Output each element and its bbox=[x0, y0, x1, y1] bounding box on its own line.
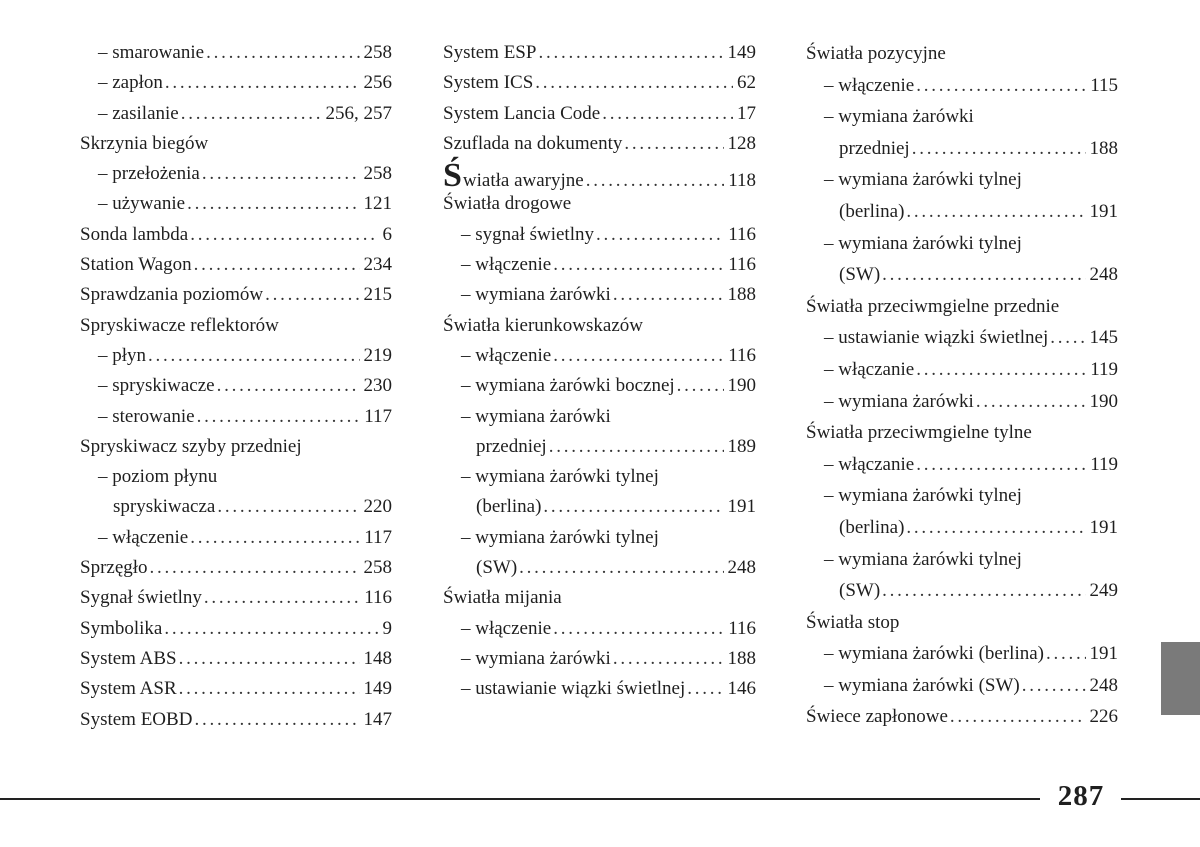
index-entry bbox=[806, 322, 1118, 354]
index-entry-label: – przełożenia bbox=[98, 163, 200, 185]
index-entry-label: Spryskiwacze reflektorów bbox=[80, 314, 279, 336]
index-entry bbox=[806, 480, 1118, 512]
index-entry-page: 9 bbox=[382, 617, 392, 639]
index-entry-page: 149 bbox=[727, 42, 756, 63]
index-entry bbox=[443, 311, 756, 341]
dot-leader bbox=[613, 644, 724, 674]
index-entry-page: 188 bbox=[727, 647, 756, 669]
index-entry-label: – wymiana żarówki bbox=[824, 390, 974, 412]
index-entry-page: 191 bbox=[1089, 643, 1118, 665]
index-entry-label: Symbolika bbox=[80, 617, 163, 639]
dot-leader bbox=[217, 371, 360, 401]
dot-leader bbox=[535, 68, 733, 98]
index-column-3 bbox=[806, 38, 1118, 733]
index-entry-label: – ustawianie wiązki świetlnej bbox=[461, 678, 686, 700]
index-entry bbox=[443, 523, 756, 553]
index-entry bbox=[80, 38, 392, 68]
footer-rule-left bbox=[0, 798, 1040, 800]
index-entry-label: Światła mijania bbox=[443, 587, 562, 609]
dot-leader bbox=[916, 70, 1086, 102]
index-entry-label: – wymiana żarówki tylnej bbox=[824, 232, 1022, 254]
index-entry-page: 119 bbox=[1090, 453, 1118, 475]
index-entry-page: 128 bbox=[727, 132, 756, 154]
index-entry-label: – zasilanie bbox=[98, 102, 179, 124]
index-entry bbox=[806, 259, 1118, 291]
dot-leader bbox=[190, 523, 360, 553]
index-entry bbox=[806, 164, 1118, 196]
index-entry-label: Sprawdzania poziomów bbox=[80, 284, 264, 306]
index-entry bbox=[443, 644, 756, 674]
index-entry bbox=[80, 220, 392, 250]
index-entry-label: spryskiwacza bbox=[113, 496, 216, 518]
index-entry-label: Świece zapłonowe bbox=[806, 706, 948, 728]
dot-leader bbox=[912, 133, 1086, 165]
dot-leader bbox=[976, 386, 1086, 418]
index-entry-label: – poziom płynu bbox=[98, 466, 218, 488]
index-entry-label: wiatła awaryjne bbox=[462, 170, 584, 192]
index-entry bbox=[443, 402, 756, 432]
index-entry-label: Sonda lambda bbox=[80, 223, 189, 245]
index-entry bbox=[443, 157, 756, 195]
index-entry-label: Światła przeciwmgielne tylne bbox=[806, 422, 1032, 444]
index-entry-page: 248 bbox=[1089, 674, 1118, 696]
index-entry-label: – wymiana żarówki tylnej bbox=[461, 526, 659, 548]
index-entry-page: 256 bbox=[363, 72, 392, 94]
index-entry bbox=[443, 553, 756, 583]
index-entry bbox=[80, 371, 392, 401]
dot-leader bbox=[613, 280, 724, 310]
index-entry-page: 249 bbox=[1089, 580, 1118, 602]
index-entry bbox=[806, 417, 1118, 449]
dot-leader bbox=[553, 250, 724, 280]
index-entry bbox=[806, 607, 1118, 639]
index-entry bbox=[80, 311, 392, 341]
index-entry-label: (SW) bbox=[476, 557, 518, 579]
index-entry-label: Sprzęgło bbox=[80, 557, 148, 579]
index-entry-label: – płyn bbox=[98, 344, 147, 366]
dot-leader bbox=[204, 583, 360, 613]
index-entry-page: 148 bbox=[363, 647, 392, 669]
dot-leader bbox=[190, 220, 378, 250]
index-entry bbox=[443, 38, 756, 68]
index-entry bbox=[80, 129, 392, 159]
dot-leader bbox=[194, 705, 359, 735]
dot-leader bbox=[197, 402, 361, 432]
index-entry bbox=[443, 220, 756, 250]
index-entry-page: 219 bbox=[363, 344, 392, 366]
index-entry-page: 145 bbox=[1089, 327, 1118, 349]
index-entry bbox=[80, 674, 392, 704]
dot-leader bbox=[586, 166, 724, 196]
index-entry-page: 116 bbox=[728, 223, 756, 245]
index-entry-label: – włączenie bbox=[461, 254, 552, 276]
dot-leader bbox=[543, 492, 723, 522]
index-entry-page: 188 bbox=[1089, 137, 1118, 159]
index-entry bbox=[80, 159, 392, 189]
dot-leader bbox=[519, 553, 723, 583]
index-entry-label: przedniej bbox=[839, 137, 910, 159]
index-entry-page: 116 bbox=[728, 344, 756, 366]
dot-leader bbox=[950, 701, 1086, 733]
index-entry bbox=[806, 701, 1118, 733]
index-entry bbox=[806, 670, 1118, 702]
index-entry bbox=[443, 341, 756, 371]
index-entry bbox=[806, 512, 1118, 544]
index-entry-label: – sterowanie bbox=[98, 405, 195, 427]
index-entry-label: – wymiana żarówki bbox=[824, 106, 974, 128]
index-entry-page: 258 bbox=[363, 163, 392, 185]
index-entry-label: – wymiana żarówki (SW) bbox=[824, 674, 1020, 696]
index-entry-page: 258 bbox=[363, 42, 392, 63]
dot-leader bbox=[148, 341, 359, 371]
index-entry-page: 121 bbox=[363, 193, 392, 215]
index-entry-page: 146 bbox=[727, 678, 756, 700]
dot-leader bbox=[602, 99, 733, 129]
dot-leader bbox=[202, 159, 360, 189]
index-entry-page: 149 bbox=[363, 678, 392, 700]
section-thumb-tab bbox=[1161, 642, 1200, 715]
index-entry bbox=[806, 196, 1118, 228]
index-entry-page: 256, 257 bbox=[325, 102, 392, 124]
index-entry-label: Sygnał świetlny bbox=[80, 587, 202, 609]
dot-leader bbox=[187, 189, 359, 219]
index-entry-label: – włączanie bbox=[824, 453, 915, 475]
index-entry-label: – sygnał świetlny bbox=[461, 223, 594, 245]
index-entry-page: 258 bbox=[363, 557, 392, 579]
index-entry bbox=[806, 544, 1118, 576]
index-entry bbox=[806, 291, 1118, 323]
index-entry-label: – wymiana żarówki tylnej bbox=[824, 548, 1022, 570]
index-entry bbox=[80, 99, 392, 129]
dot-leader bbox=[538, 38, 723, 68]
index-entry-label: – włączanie bbox=[824, 358, 915, 380]
index-entry bbox=[443, 129, 756, 159]
index-entry-label: – włączenie bbox=[824, 74, 915, 96]
index-entry-label: System ICS bbox=[443, 72, 534, 94]
index-entry-page: 190 bbox=[1089, 390, 1118, 412]
index-entry-page: 188 bbox=[727, 284, 756, 306]
index-entry-label: Światła przeciwmgielne przednie bbox=[806, 295, 1060, 317]
index-entry-page: 6 bbox=[382, 223, 392, 245]
index-entry-label: Światła pozycyjne bbox=[806, 43, 946, 64]
dot-leader bbox=[164, 614, 378, 644]
index-entry-page: 117 bbox=[364, 526, 392, 548]
dot-leader bbox=[882, 575, 1085, 607]
dot-leader bbox=[194, 250, 360, 280]
index-column-2 bbox=[443, 38, 756, 705]
index-entry-page: 230 bbox=[363, 375, 392, 397]
dot-leader bbox=[687, 674, 723, 704]
index-entry-page: 215 bbox=[363, 284, 392, 306]
index-entry-label: – używanie bbox=[98, 193, 186, 215]
index-entry bbox=[80, 553, 392, 583]
index-entry-label: (berlina) bbox=[476, 496, 542, 518]
index-entry bbox=[806, 575, 1118, 607]
index-entry-label: (berlina) bbox=[839, 516, 905, 538]
index-entry-label: – włączenie bbox=[461, 617, 552, 639]
index-entry-label: – zapłon bbox=[98, 72, 163, 94]
index-entry-page: 116 bbox=[728, 254, 756, 276]
index-entry-label: – spryskiwacze bbox=[98, 375, 215, 397]
index-entry-label: System Lancia Code bbox=[443, 102, 601, 124]
index-entry-page: 191 bbox=[727, 496, 756, 518]
dot-leader bbox=[1050, 322, 1085, 354]
index-entry-label: System ESP bbox=[443, 42, 537, 63]
index-entry-label: Station Wagon bbox=[80, 254, 192, 276]
index-entry-label: – włączenie bbox=[461, 344, 552, 366]
index-entry bbox=[806, 133, 1118, 165]
index-entry bbox=[806, 101, 1118, 133]
index-entry-page: 191 bbox=[1089, 516, 1118, 538]
index-entry-label: – wymiana żarówki bbox=[461, 405, 611, 427]
index-entry-page: 191 bbox=[1089, 200, 1118, 222]
dot-leader bbox=[179, 644, 360, 674]
index-entry bbox=[80, 250, 392, 280]
index-entry-label: System ASR bbox=[80, 678, 177, 700]
index-entry-label: – wymiana żarówki tylnej bbox=[824, 485, 1022, 507]
index-entry bbox=[80, 614, 392, 644]
index-entry-label: Skrzynia biegów bbox=[80, 132, 209, 154]
index-entry bbox=[443, 583, 756, 613]
dot-leader bbox=[882, 259, 1085, 291]
index-entry bbox=[80, 432, 392, 462]
index-entry bbox=[80, 583, 392, 613]
index-entry bbox=[443, 492, 756, 522]
index-entry-label: Światła drogowe bbox=[443, 193, 572, 215]
index-entry bbox=[80, 280, 392, 310]
index-entry-page: 190 bbox=[727, 375, 756, 397]
dot-leader bbox=[553, 614, 724, 644]
index-column-1 bbox=[80, 38, 392, 735]
index-entry bbox=[806, 386, 1118, 418]
index-entry bbox=[443, 99, 756, 129]
index-entry bbox=[443, 68, 756, 98]
dot-leader bbox=[596, 220, 724, 250]
index-entry bbox=[80, 644, 392, 674]
index-entry-label: – wymiana żarówki bbox=[461, 284, 611, 306]
index-entry-page: 116 bbox=[364, 587, 392, 609]
index-entry bbox=[80, 189, 392, 219]
dot-leader bbox=[165, 68, 360, 98]
dot-leader bbox=[916, 354, 1086, 386]
index-entry bbox=[806, 449, 1118, 481]
index-entry bbox=[806, 228, 1118, 260]
index-entry-label: – włączenie bbox=[98, 526, 189, 548]
dot-leader bbox=[150, 553, 360, 583]
index-entry-label: – wymiana żarówki (berlina) bbox=[824, 643, 1044, 665]
section-dropcap: Ś bbox=[443, 157, 462, 195]
dot-leader bbox=[1022, 670, 1086, 702]
dot-leader bbox=[916, 449, 1086, 481]
index-entry-label: (SW) bbox=[839, 264, 881, 286]
index-entry-page: 119 bbox=[1090, 358, 1118, 380]
index-entry-label: System ABS bbox=[80, 647, 177, 669]
index-entry-page: 226 bbox=[1089, 706, 1118, 728]
index-entry-label: Światła stop bbox=[806, 611, 900, 633]
index-entry-label: (SW) bbox=[839, 580, 881, 602]
index-entry-label: System EOBD bbox=[80, 708, 193, 730]
index-entry-label: – ustawianie wiązki świetlnej bbox=[824, 327, 1049, 349]
index-entry-label: (berlina) bbox=[839, 200, 905, 222]
index-entry bbox=[806, 38, 1118, 70]
index-entry bbox=[80, 402, 392, 432]
index-entry-page: 248 bbox=[727, 557, 756, 579]
index-entry bbox=[80, 705, 392, 735]
index-entry-page: 62 bbox=[737, 72, 756, 94]
page-number: 287 bbox=[1057, 780, 1105, 812]
index-entry-page: 117 bbox=[364, 405, 392, 427]
index-entry-page: 118 bbox=[728, 170, 756, 192]
dot-leader bbox=[906, 196, 1085, 228]
index-entry-label: – smarowanie bbox=[98, 42, 205, 63]
dot-leader bbox=[677, 371, 724, 401]
index-entry bbox=[806, 354, 1118, 386]
index-entry-page: 115 bbox=[1090, 74, 1118, 96]
index-entry bbox=[443, 614, 756, 644]
index-entry bbox=[80, 341, 392, 371]
index-entry-label: – wymiana żarówki bbox=[461, 647, 611, 669]
dot-leader bbox=[906, 512, 1085, 544]
index-entry bbox=[443, 432, 756, 462]
index-entry-label: Spryskiwacz szyby przedniej bbox=[80, 435, 302, 457]
index-entry-page: 147 bbox=[363, 708, 392, 730]
index-entry-page: 248 bbox=[1089, 264, 1118, 286]
index-entry-page: 17 bbox=[737, 102, 756, 124]
dot-leader bbox=[179, 674, 360, 704]
index-entry-page: 220 bbox=[363, 496, 392, 518]
dot-leader bbox=[217, 492, 359, 522]
dot-leader bbox=[549, 432, 724, 462]
dot-leader bbox=[265, 280, 359, 310]
index-entry-page: 189 bbox=[727, 435, 756, 457]
index-entry bbox=[443, 280, 756, 310]
index-entry bbox=[80, 68, 392, 98]
index-entry bbox=[80, 523, 392, 553]
dot-leader bbox=[181, 99, 322, 129]
index-entry bbox=[80, 462, 392, 492]
index-entry-label: – wymiana żarówki bocznej bbox=[461, 375, 675, 397]
index-entry-page: 234 bbox=[363, 254, 392, 276]
dot-leader bbox=[1046, 638, 1086, 670]
dot-leader bbox=[206, 38, 359, 68]
index-entry bbox=[806, 70, 1118, 102]
index-entry-label: Szuflada na dokumenty bbox=[443, 132, 623, 154]
index-entry bbox=[443, 250, 756, 280]
index-entry bbox=[443, 371, 756, 401]
index-entry-label: – wymiana żarówki tylnej bbox=[461, 466, 659, 488]
dot-leader bbox=[553, 341, 724, 371]
index-entry-label: – wymiana żarówki tylnej bbox=[824, 169, 1022, 191]
footer-rule-right bbox=[1121, 798, 1200, 800]
index-entry-label: przedniej bbox=[476, 435, 547, 457]
index-entry bbox=[80, 492, 392, 522]
index-entry-label: Światła kierunkowskazów bbox=[443, 314, 643, 336]
index-entry-page: 116 bbox=[728, 617, 756, 639]
dot-leader bbox=[624, 129, 723, 159]
index-entry bbox=[443, 674, 756, 704]
index-entry bbox=[443, 462, 756, 492]
index-entry bbox=[806, 638, 1118, 670]
